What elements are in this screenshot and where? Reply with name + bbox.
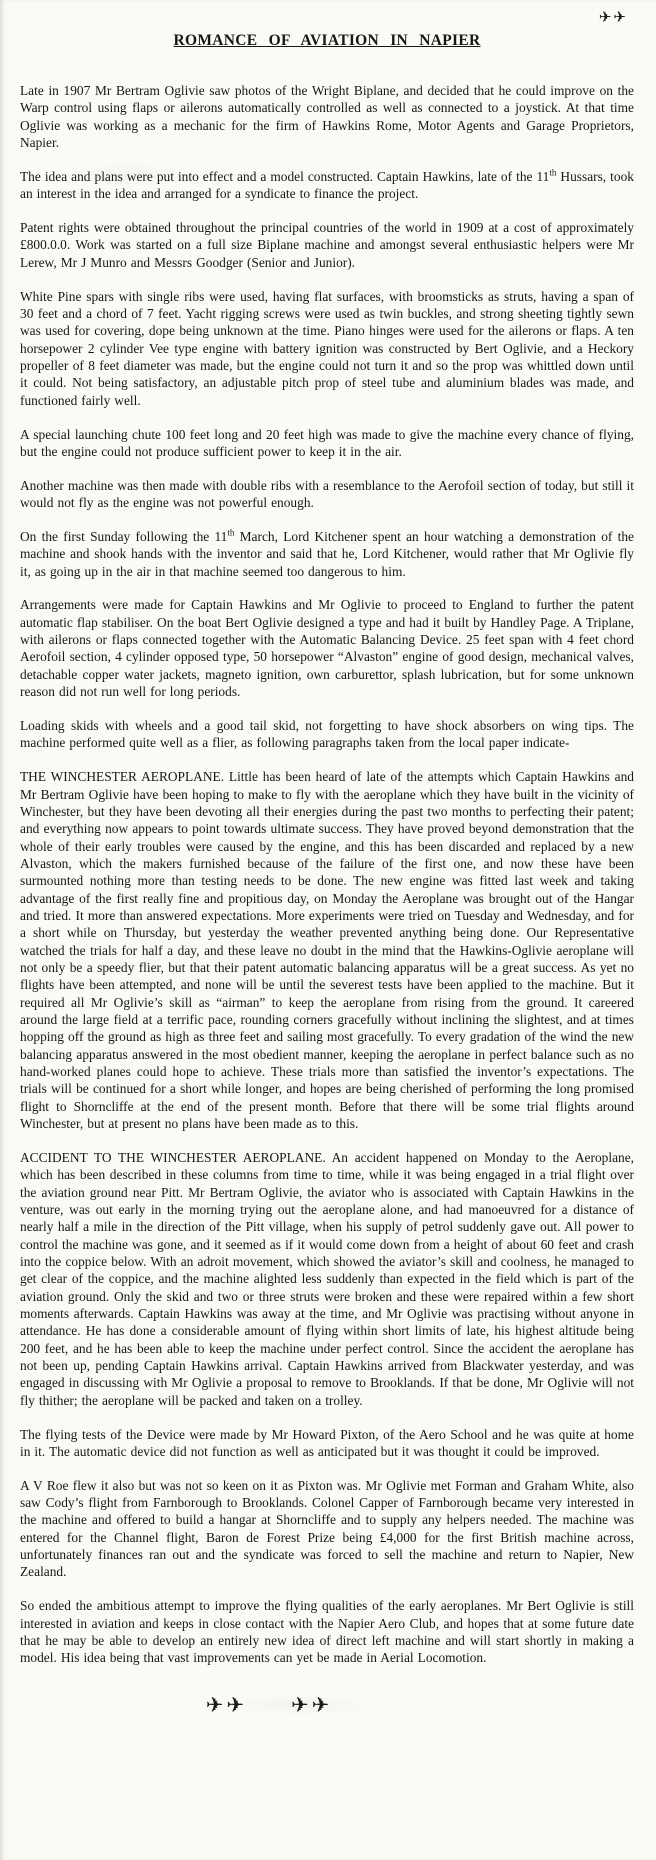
paragraph: Late in 1907 Mr Bertram Oglivie saw photos of the Wright Biplane, and decided that he could improve on the Warp control using flaps or ailerons automatically controlled as well as connected to a joystick. At that time Oglivie was working as a mechanic for the firm of Hawkins Rome, Motor Agents and Garage Proprietors, Napier. — [20, 83, 634, 151]
paragraph: White Pine spars with single ribs were used, having flat surfaces, with broomsticks as struts, having a span of 30 feet and a chord of 7 feet. Yacht rigging screws were used as twin buckles, and strong sheeting tightly sewn was used for covering, dope being unknown at the time. Piano hinges were used for the ailerons or flaps. A ten horsepower 2 cylinder Vee type engine with battery ignition was constructed by Bert Oglivie, and a Heckory propeller of 8 feet diameter was made, but the engine could not turn it and so the prop was whittled down until it could. Not being satisfactory, an adjustable pitch prop of steel tube and aluminium blades was made, and functioned fairly well. — [20, 288, 634, 408]
airplane-icons-header — [20, 8, 634, 28]
paragraph-newspaper-winchester-aeroplane: THE WINCHESTER AEROPLANE. Little has been heard of late of the attempts which Captain Hawkins and Mr Bertram Oglivie have been hoping to make to fly with the aeroplane which they have built in the vicinity of Winchester, but they have been devoting all their energies during the past two months to perfecting their patent; and everything now appears to point towards ultimate success. They have proved beyond demonstration that the whole of their early troubles were caused by the engine, and this has been discarded and replaced by a new Alvaston, which the makers furnished because of the failure of the first one, and now these have been surmounted nothing more than testing needs to be done. The new engine was fitted last week and taking advantage of the first really fine and propitious day, on Monday the Aeroplane was brought out of the Hangar and tried. It more than answered expectations. More experiments were tried on Tuesday and Wednesday, and for a short while on Thursday, but yesterday the weather prevented anything being done. Our Representative watched the trials for half a day, and these leave no doubt in the mind that the Hawkins-Oglivie aeroplane will not only be a speedy flier, but that their patent automatic balancing apparatus will be a great success. As yet no flights have been attempted, and none will be until the severest tests have been applied to the machine. But it required all Mr Oglivie’s skill as “airman” to keep the aeroplane from rising from the ground. It careered around the large field at a terrific pace, rounding corners gracefully without inclining the slightest, and at times hopping off the ground as high as three feet and sailing most gracefully. To every gradation of the wind the new balancing apparatus answered in the most obedient manner, keeping the aeroplane in perfect balance such as no hand-worked planes could hope to achieve. These trials more than satisfied the inventor’s expectations. The trials will be continued for a short while longer, and hopes are being cherished of performing the long promised flight to Shorncliffe at the end of the present month. Before that there will be some trial flights around Winchester, but at present no plans have been made as to this. — [20, 769, 634, 1132]
page-title: ROMANCE OF AVIATION IN NAPIER — [173, 32, 481, 49]
airplane-icon: ✈✈ — [291, 1692, 333, 1717]
airplane-icons-footer — [0, 1693, 576, 1717]
paragraph-text: On the first Sunday following the 11 — [20, 528, 228, 544]
paragraph-text: The idea and plans were put into effect and a model constructed. Captain Hawkins, late of the 11 — [20, 168, 550, 184]
paragraph — [20, 168, 634, 203]
airplane-icon: ✈✈ — [205, 1692, 247, 1717]
paragraph: The flying tests of the Device were made by Mr Howard Pixton, of the Aero School and he was quite at home in it. The automatic device did not function as well as anticipated but it was thought it could be improved. — [20, 1426, 634, 1459]
paragraph: Another machine was then made with double ribs with a resemblance to the Aerofoil section of today, but still it would not fly as the engine was not powerful enough. — [20, 477, 634, 511]
paragraph: A V Roe flew it also but was not so keen on it as Pixton was. Mr Oglivie met Forman and Graham White, also saw Cody’s flight from Farnborough to Brooklands. Colonel Capper of Farnborough became very interested in the machine and offered to build a hangar at Shorncliffe and to supply any helpers needed. The machine was entered for the Channel flight, Baron de Forest Prize being £4,000 for the first British machine across, unfortunately finances ran out and the syndicate was forced to sell the machine and return to Napier, New Zealand. — [20, 1477, 634, 1580]
paragraph-text: March, Lord Kitchener spent an hour watching a demonstration of the machine and shook hands with the inventor and said that he, Lord Kitchener, would rather that Mr Oglivie fly it, as going up in the air in that machine seemed too dangerous to him. — [20, 528, 634, 579]
airplane-icon: ✈✈ — [598, 8, 628, 26]
ordinal-superscript: th — [227, 527, 235, 538]
ordinal-superscript: th — [549, 167, 557, 178]
paragraph-text: Hussars, took an interest in the idea and arranged for a syndicate to finance the project. — [20, 168, 634, 202]
paragraph: So ended the ambitious attempt to improve the flying qualities of the early aeroplanes. Mr Bert Oglivie is still interested in aviation and keeps in close contact with the Napier Aero Club, and hopes that at some future date that he may be able to develop an entirely new idea of direct left machine and will start shortly in making a model. His idea being that vast improvements can yet be made in Aerial Locomotion. — [20, 1598, 634, 1666]
paragraph-newspaper-accident: ACCIDENT TO THE WINCHESTER AEROPLANE. An accident happened on Monday to the Aeroplane, which has been described in these columns from time to time, while it was being engaged in a trial flight over the aviation ground near Pitt. Mr Bertram Oglivie, the aviator who is associated with Captain Hawkins in the venture, was out early in the morning trying out the aeroplane alone, and had manoeuvred for a distance of nearly half a mile in the direction of the Pitt village, when his supply of petrol suddenly gave out. All power to control the machine was gone, and it seemed as if it would come down from a height of about 60 feet and crash into the coppice below. With an adroit movement, which showed the aviator’s skill and coolness, he managed to get clear of the coppice, and the machine alighted less suddenly than expected in the field which is part of the aviation ground. Only the skid and two or three struts were broken and these were repaired within a few short moments afterwards. Captain Hawkins was away at the time, and Mr Oglivie was practising without anyone in attendance. He has done a considerable amount of flying within short limits of late, his highest altitude being 200 feet, and he has been able to keep the machine under perfect control. Since the accident the aeroplane has not been up, pending Captain Hawkins arrival. Captain Hawkins arrived from Blackwater yesterday, and was engaged in discussing with Mr Oglivie a proposal to remove to Brooklands. If that be done, Mr Oglivie will not fly thither; the aeroplane will be packed and taken on a trolley. — [20, 1149, 634, 1408]
paragraph: Loading skids with wheels and a good tail skid, not forgetting to have shock absorbers on wing tips. The machine performed quite well as a flier, as following paragraphs taken from the local paper indicate- — [20, 717, 634, 751]
paragraph: Arrangements were made for Captain Hawkins and Mr Oglivie to proceed to England to further the patent automatic flap stabiliser. On the boat Bert Oglivie designed a type and had it built by Handley Page. A Triplane, with ailerons or flaps connected together with the Automatic Balancing Device. 25 feet span with 4 feet chord Aerofoil section, 4 cylinder opposed type, 50 horsepower “Alvaston” engine of good design, mechanical valves, detachable copper water jackets, magneto ignition, own carburettor, splash lubrication, but for some unknown reason did not run well for long periods. — [20, 597, 634, 700]
paragraph — [20, 528, 634, 580]
paragraph: Patent rights were obtained throughout the principal countries of the world in 1909 at a cost of approximately £800.0.0. Work was started on a full size Biplane machine and amongst several enthusiastic helpers were Mr Lerew, Mr J Munro and Messrs Goodger (Senior and Junior). — [20, 220, 634, 270]
paragraph: A special launching chute 100 feet long and 20 feet high was made to give the machine every chance of flying, but the engine could not produce sufficient power to keep it in the air. — [20, 426, 634, 459]
